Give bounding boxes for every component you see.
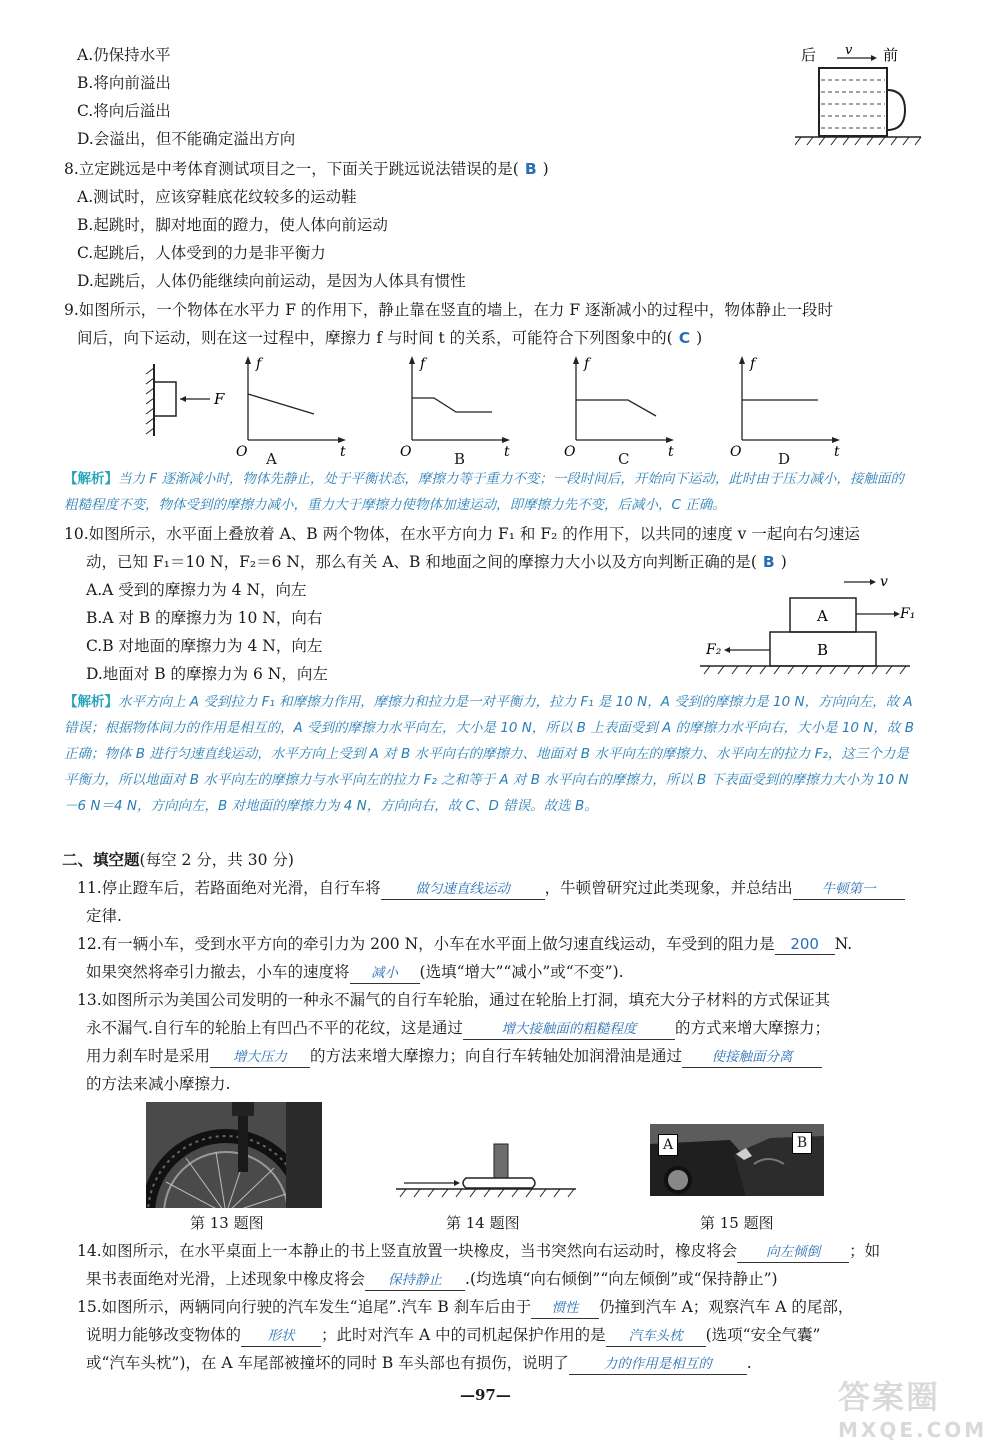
q13-blank-1: 增大接触面的粗糙程度 bbox=[463, 1019, 675, 1040]
page-number: —97— bbox=[460, 1386, 511, 1404]
graph-c-label: C bbox=[618, 450, 630, 468]
q8-option-b: B.起跳时，脚对地面的蹬力，使人体向前运动 bbox=[77, 216, 388, 234]
car-collision-photo bbox=[650, 1124, 824, 1196]
q9-stem-line2: 间后，向下运动，则在这一过程中，摩擦力 f 与时间 t 的关系，可能符合下列图象中的( C ) bbox=[77, 329, 703, 347]
q13-line1: 13.如图所示为美国公司发明的一种永不漏气的自行车轮胎，通过在轮胎上打洞，填充大分子材料的方式保证其 bbox=[77, 991, 831, 1009]
q15-line2: 说明力能够改变物体的 形状 ；此时对汽车 A 中的司机起保护作用的是 汽车头枕 (选项“安全气囊” bbox=[86, 1324, 820, 1347]
cup-velocity-label: v bbox=[845, 43, 853, 58]
graph-b-label: B bbox=[454, 450, 466, 468]
q12-line1: 12.有一辆小车，受到水平方向的牵引力为 200 N，小车在水平面上做匀速直线运动，车受到的阻力是 200 N. bbox=[77, 935, 853, 953]
cup-back-label: 后 bbox=[801, 46, 817, 64]
q13-blank-3: 使接触面分离 bbox=[682, 1047, 822, 1068]
car-a-tag: A bbox=[658, 1134, 678, 1156]
q10-option-d: D.地面对 B 的摩擦力为 6 N，向左 bbox=[86, 665, 328, 683]
svg-text:f: f bbox=[750, 356, 756, 372]
q11-line2: 定律. bbox=[86, 907, 122, 925]
q7-option-b: B.将向前溢出 bbox=[77, 74, 171, 92]
block-b-label: B bbox=[817, 641, 829, 659]
q10-option-a: A.A 受到的摩擦力为 4 N，向左 bbox=[86, 581, 307, 599]
svg-text:t: t bbox=[504, 444, 510, 460]
q15-line3: 或“汽车头枕”)，在 A 车尾部被撞坏的同时 B 车头部也有损伤，说明了 力的作用是相互的 . bbox=[86, 1352, 752, 1375]
q7-option-d: D.会溢出，但不能确定溢出方向 bbox=[77, 130, 296, 148]
q13-line2: 永不漏气.自行车的轮胎上有凹凸不平的花纹，这是通过 增大接触面的粗糙程度 的方式来增大摩擦力； bbox=[86, 1017, 830, 1040]
q10-answer: B bbox=[762, 553, 775, 571]
car-b-tag: B bbox=[792, 1132, 812, 1154]
q8-answer: B bbox=[524, 160, 537, 178]
svg-text:O: O bbox=[564, 444, 576, 460]
q14-line1: 14.如图所示，在水平桌面上一本静止的书上竖直放置一块橡皮，当书突然向右运动时，橡皮将会 向左倾倒 ；如 bbox=[77, 1240, 880, 1263]
watermark-line2: MXQE.COM bbox=[838, 1418, 988, 1442]
q15-blank-4: 力的作用是相互的 bbox=[569, 1354, 747, 1375]
book-eraser-figure bbox=[396, 1140, 580, 1200]
graph-d-label: D bbox=[778, 450, 791, 468]
figure-14-caption: 第 14 题图 bbox=[446, 1214, 520, 1232]
block-a-label: A bbox=[817, 607, 828, 625]
q13-blank-2: 增大压力 bbox=[210, 1047, 310, 1068]
figure-v-label: v bbox=[880, 574, 888, 590]
q11-blank-2: 牛顿第一 bbox=[793, 879, 905, 900]
svg-text:O: O bbox=[236, 444, 248, 460]
stacked-blocks-figure bbox=[700, 572, 920, 682]
svg-text:O: O bbox=[400, 444, 412, 460]
svg-text:f: f bbox=[584, 356, 590, 372]
q11-blank-1: 做匀速直线运动 bbox=[381, 879, 545, 900]
svg-text:O: O bbox=[730, 444, 742, 460]
graph-a bbox=[228, 356, 348, 466]
figure-13-caption: 第 13 题图 bbox=[190, 1214, 264, 1232]
q8-option-d: D.起跳后，人体仍能继续向前运动，是因为人体具有惯性 bbox=[77, 272, 466, 290]
q9-stem-line1: 9.如图所示，一个物体在水平力 F 的作用下，静止靠在竖直的墙上，在力 F 逐渐减小的过程中，物体静止一段时 bbox=[64, 301, 834, 319]
bicycle-tire-photo bbox=[146, 1102, 322, 1208]
q9-analysis: 【解析】当力 F 逐渐减小时，物体先静止，处于平衡状态，摩擦力等于重力不变；一段时间后，开始向下运动，此时由于压力减小，接触面的粗糙程度不变，物体受到的摩擦力减小，重力大于摩擦力使物体加速运动，即摩擦力先不变，后减小，C 正确。 bbox=[64, 471, 904, 513]
q10-stem-line2: 动，已知 F₁＝10 N，F₂＝6 N，那么有关 A、B 和地面之间的摩擦力大小以及方向判断正确的是( B ) bbox=[86, 553, 787, 571]
q10-option-c: C.B 对地面的摩擦力为 4 N，向左 bbox=[86, 637, 323, 655]
svg-text:f: f bbox=[420, 356, 426, 372]
q15-blank-2: 形状 bbox=[241, 1326, 321, 1347]
graph-a-label: A bbox=[266, 450, 277, 468]
q10-stem-line1: 10.如图所示，水平面上叠放着 A、B 两个物体，在水平方向力 F₁ 和 F₂ 的作用下，以共同的速度 v 一起向右匀速运 bbox=[64, 525, 860, 543]
q15-blank-3: 汽车头枕 bbox=[606, 1326, 706, 1347]
q14-blank-1: 向左倾倒 bbox=[737, 1242, 849, 1263]
q11-line1: 11.停止蹬车后，若路面绝对光滑，自行车将 做匀速直线运动 ，牛顿曾研究过此类现象，并总结出 牛顿第一 bbox=[77, 877, 905, 900]
q8-stem: 8.立定跳远是中考体育测试项目之一，下面关于跳远说法错误的是( B ) bbox=[64, 160, 549, 178]
wall-block-figure bbox=[140, 360, 240, 440]
q12-blank-2: 减小 bbox=[350, 963, 420, 984]
q10-analysis: 【解析】水平方向上 A 受到拉力 F₁ 和摩擦力作用，摩擦力和拉力是一对平衡力，拉力 F₁ 是 10 N，A 受到的摩擦力是 10 N，方向向左，故 A 错误；根据物体间力的作用是相互的，A 受到的摩擦力水平向左，大小是 10 N，所以 B 上表面受到 A 的摩擦力水平向右，大小是 10 N，故 B 正确；物体 B 进行匀速直线运动，水平方向上受到 A 对 B 水平向右的摩擦力、地面对 B 水平向左的摩擦力、水平向左的拉力 F₂，这三个力是平衡力，所以地面对 B 水平向左的摩擦力与水平向左的拉力 F₂ 之和等于 A 对 B 水平向右的摩擦力，所以 B 下表面受到的摩擦力大小为 10 N－6 N＝4 N，方向向左，B 对地面的摩擦力为 4 N，方向向右，故 C、D 错误。故选 B。 bbox=[64, 694, 914, 814]
force-f-label: F bbox=[214, 390, 225, 408]
svg-text:f: f bbox=[256, 356, 262, 372]
q8-option-a: A.测试时，应该穿鞋底花纹较多的运动鞋 bbox=[77, 188, 357, 206]
q15-line1: 15.如图所示，两辆同向行驶的汽车发生“追尾”.汽车 B 刹车后由于 惯性 仍撞到汽车 A；观察汽车 A 的尾部， bbox=[77, 1296, 853, 1319]
svg-text:t: t bbox=[340, 444, 346, 460]
cup-figure bbox=[795, 40, 925, 150]
q8-option-c: C.起跳后，人体受到的力是非平衡力 bbox=[77, 244, 326, 262]
figure-15-caption: 第 15 题图 bbox=[700, 1214, 774, 1232]
q14-blank-2: 保持静止 bbox=[365, 1270, 465, 1291]
q13-line4: 的方法来减小摩擦力. bbox=[86, 1075, 231, 1093]
q7-option-a: A.仍保持水平 bbox=[77, 46, 171, 64]
q12-line2: 如果突然将牵引力撤去，小车的速度将 减小 (选填“增大”“减小”或“不变”). bbox=[86, 961, 624, 984]
q13-line3: 用力刹车时是采用 增大压力 的方法来增大摩擦力；向自行车转轴处加润滑油是通过 使接触面分离 bbox=[86, 1045, 822, 1068]
force-f2-label: F₂ bbox=[706, 642, 722, 658]
q9-answer: C bbox=[678, 329, 691, 347]
q12-blank-1: 200 bbox=[775, 934, 835, 955]
svg-text:t: t bbox=[668, 444, 674, 460]
graph-c bbox=[556, 356, 676, 466]
q7-option-c: C.将向后溢出 bbox=[77, 102, 171, 120]
q15-blank-1: 惯性 bbox=[531, 1298, 599, 1319]
svg-text:t: t bbox=[834, 444, 840, 460]
q14-line2: 果书表面绝对光滑，上述现象中橡皮将会 保持静止 .(均选填“向右倾倒”“向左倾倒”或“保持静止”) bbox=[86, 1268, 778, 1291]
watermark-logo bbox=[838, 1372, 988, 1442]
force-f1-label: F₁ bbox=[900, 606, 916, 622]
section-2-heading: 二、填空题(每空 2 分，共 30 分) bbox=[62, 850, 294, 869]
cup-front-label: 前 bbox=[883, 46, 899, 64]
watermark-line1: 答案圈 bbox=[838, 1378, 941, 1416]
graph-b bbox=[392, 356, 512, 466]
q10-option-b: B.A 对 B 的摩擦力为 10 N，向右 bbox=[86, 609, 323, 627]
